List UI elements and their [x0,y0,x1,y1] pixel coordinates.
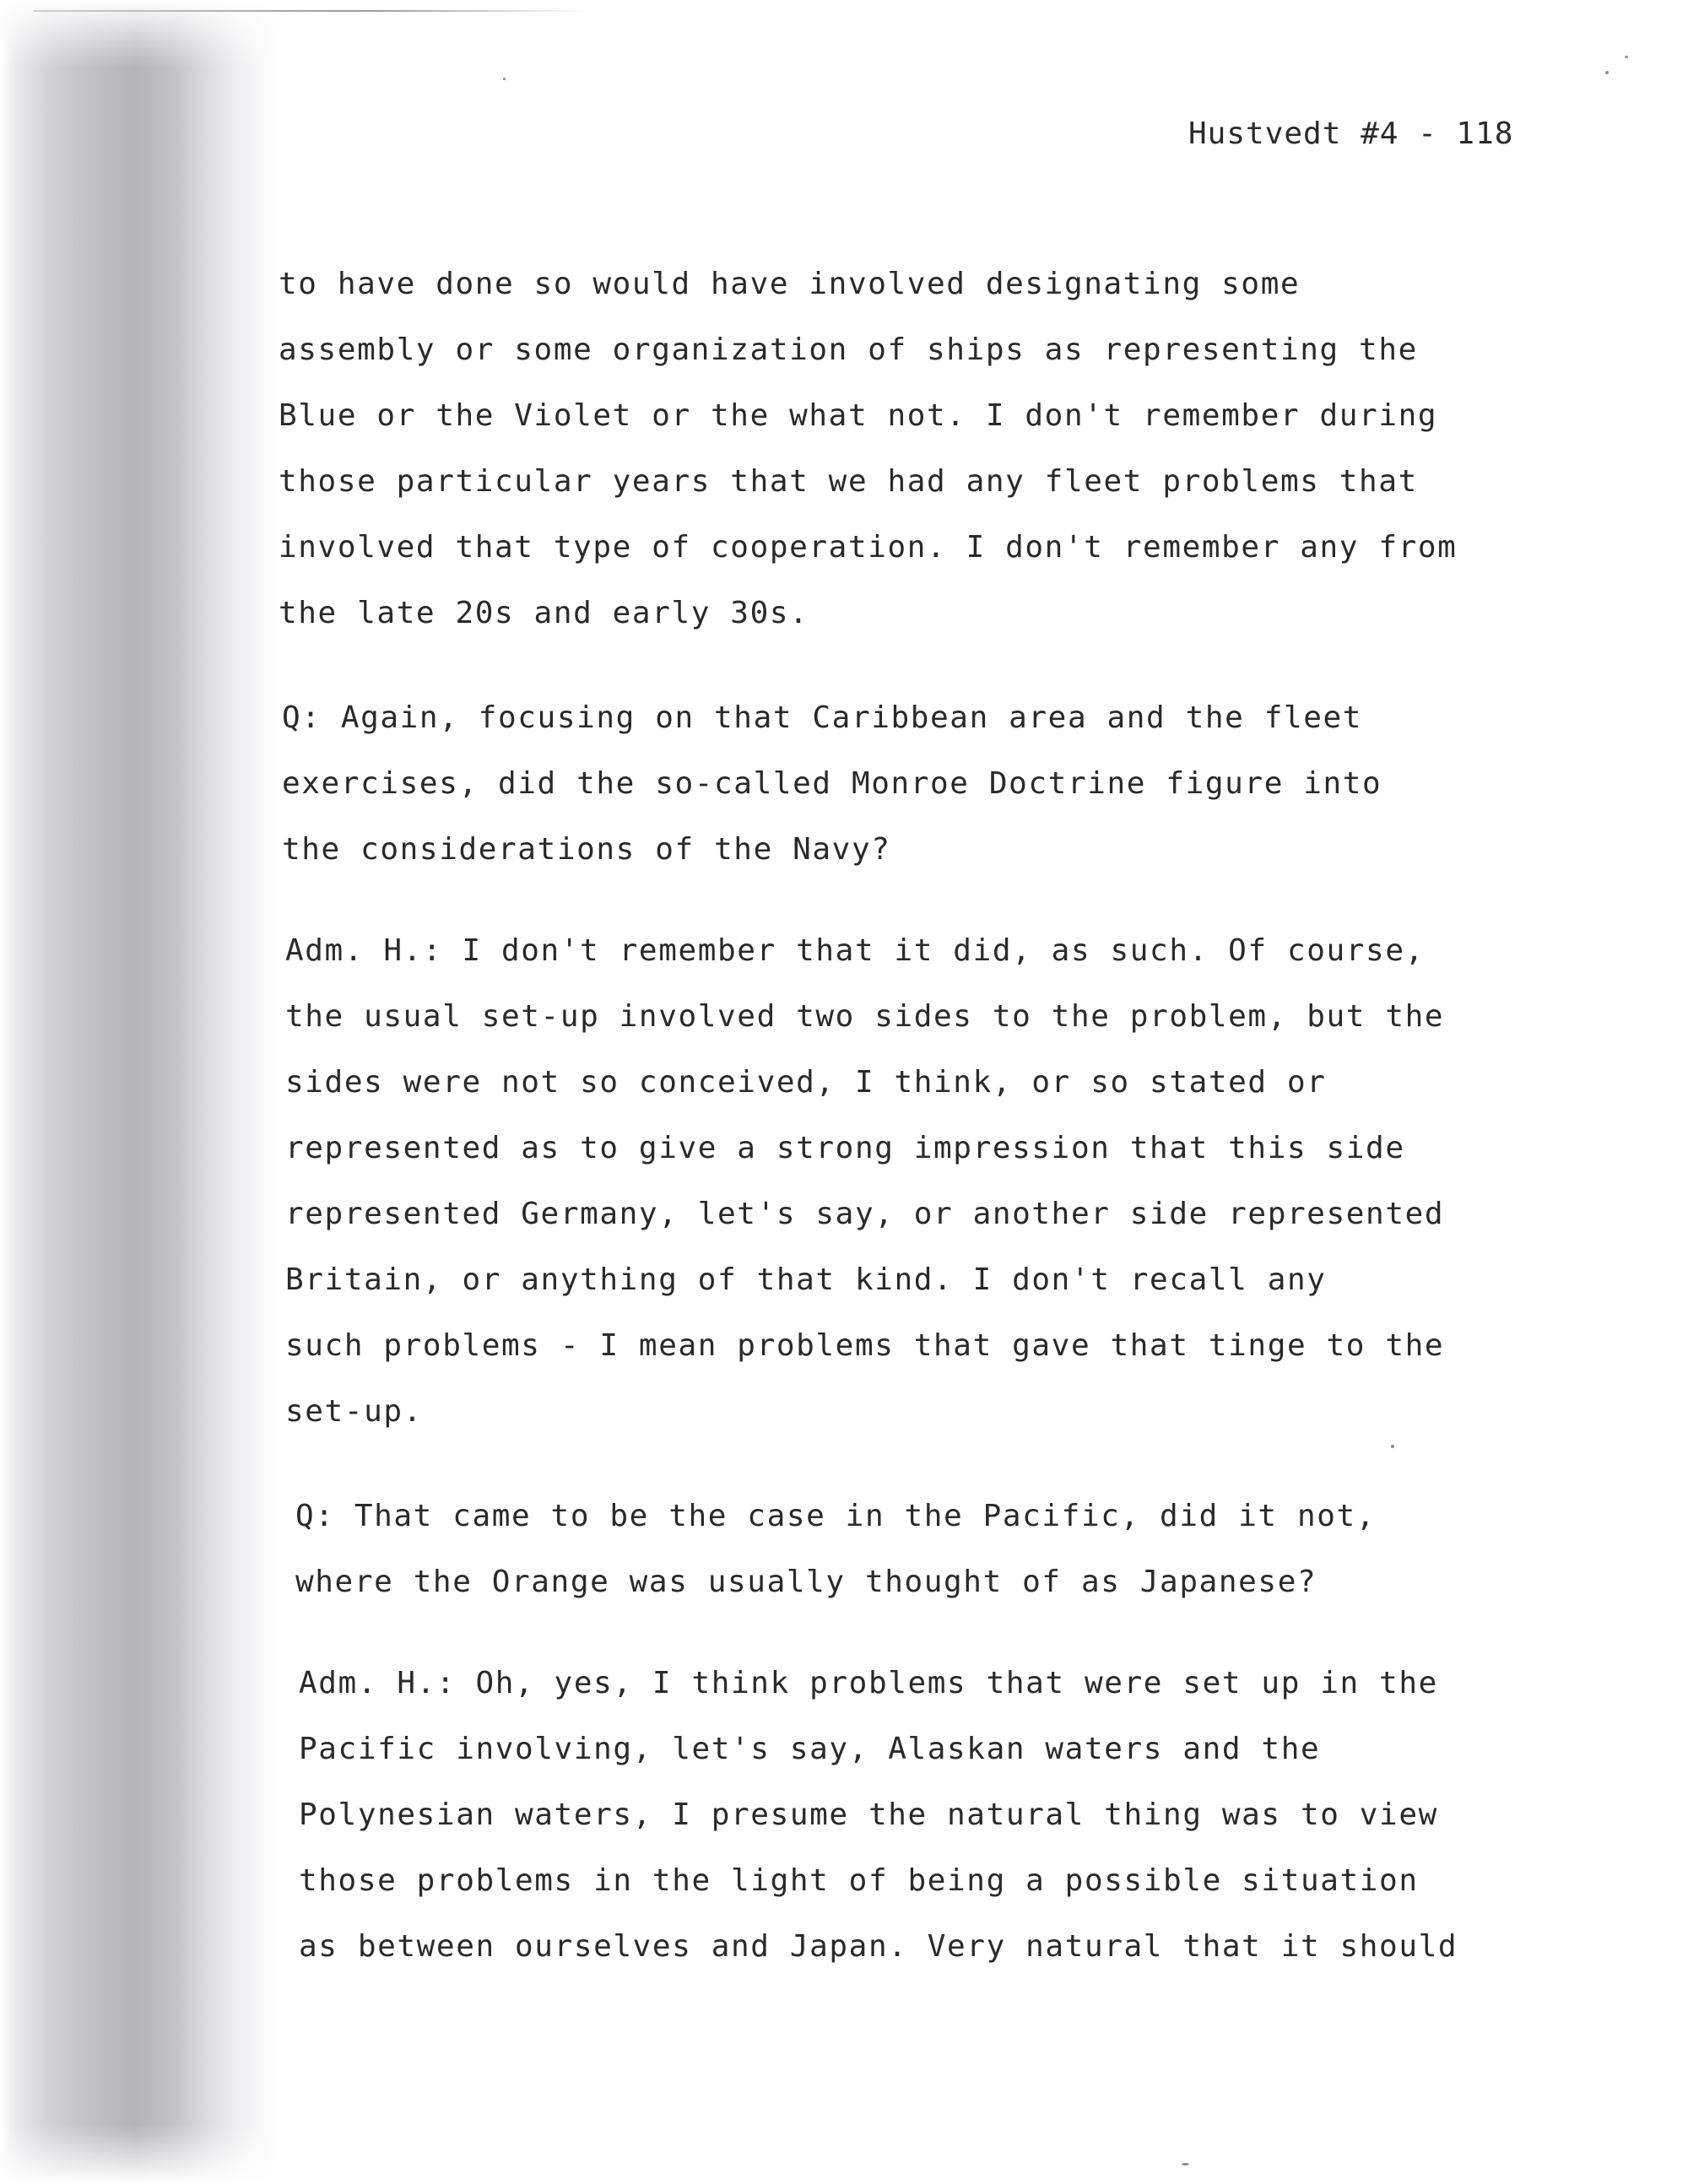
scan-speck [1625,56,1628,58]
gutter-bottom-fade [0,2125,287,2184]
answer-line: sides were not so conceived, I think, or so stated or [285,1065,1327,1100]
answer-line: the usual set-up involved two sides to the problem, but the [285,999,1445,1034]
answer-line: as between ourselves and Japan. Very natural that it should [299,1929,1458,1964]
answer-line: Britain, or anything of that kind. I don't recall any [285,1262,1327,1297]
question-line: the considerations of the Navy? [282,832,891,867]
question-line: where the Orange was usually thought of as Japanese? [295,1565,1317,1599]
answer-line: such problems - I mean problems that gave that tinge to the [285,1328,1445,1363]
question-line: exercises, did the so-called Monroe Doctrine figure into [282,766,1382,801]
answer-line: Adm. H.: Oh, yes, I think problems that were set up in the [299,1666,1438,1700]
answer-line: those problems in the light of being a possible situation [299,1863,1419,1898]
question-line: Q: That came to be the case in the Pacific, did it not, [295,1499,1377,1533]
answer-line: set-up. [285,1394,423,1429]
text-line: to have done so would have involved designating some [279,267,1301,301]
answer-line: represented as to give a strong impression that this side [285,1131,1405,1165]
binding-gutter-shadow [0,0,279,2184]
text-line: involved that type of cooperation. I don't remember any from [279,530,1458,565]
text-line: the late 20s and early 30s. [279,596,809,630]
answer-line: Adm. H.: I don't remember that it did, as such. Of course, [285,933,1425,968]
scan-speck [1605,71,1609,74]
answer-line: represented Germany, let's say, or another side represented [285,1197,1445,1231]
text-line: Blue or the Violet or the what not. I don't remember during [279,398,1438,433]
text-line: assembly or some organization of ships as representing the [279,332,1418,367]
answer-line: Pacific involving, let's say, Alaskan waters and the [299,1732,1321,1766]
scan-speck [503,78,506,80]
answer-line: Polynesian waters, I presume the natural thing was to view [299,1797,1438,1832]
scan-speck [1182,2163,1189,2165]
scan-edge-line [34,10,591,12]
page-header: Hustvedt #4 - 118 [1188,116,1514,151]
question-line: Q: Again, focusing on that Caribbean area and the fleet [282,700,1363,735]
scan-speck [1391,1445,1394,1448]
text-line: those particular years that we had any fleet problems that [279,464,1418,499]
